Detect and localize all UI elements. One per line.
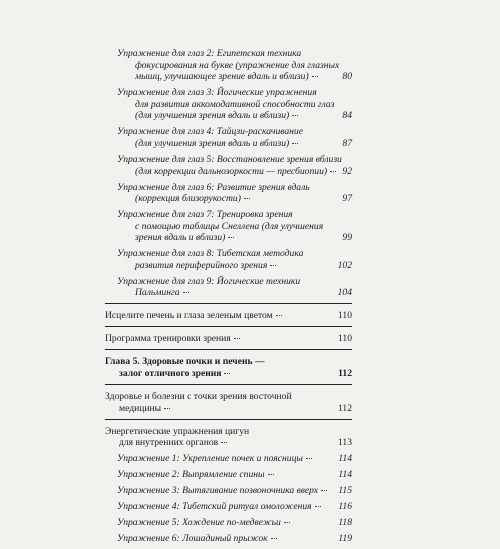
toc-page-number: 99 (342, 232, 352, 244)
dot-leader (268, 474, 274, 475)
toc-entry-line: Упражнение для глаз 9: Йогические техники (117, 275, 301, 287)
toc-page-number: 110 (337, 310, 352, 322)
dot-leader (330, 171, 336, 172)
dot-leader (292, 143, 298, 144)
divider-rule (105, 349, 352, 350)
dot-leader (224, 373, 230, 374)
toc-entry-line: (для коррекции дальнозоркости — пресбиопии) (117, 166, 328, 178)
toc-entry-line: Упражнение 6: Лошадиный прыжок (117, 533, 328, 545)
dot-leader (306, 458, 312, 459)
toc-page-number: 119 (338, 533, 352, 545)
toc-page-number: 114 (338, 469, 352, 481)
toc-entry (105, 533, 352, 545)
toc-page-number: 104 (337, 287, 352, 299)
toc-entry (105, 485, 352, 497)
divider-rule (105, 384, 352, 385)
dot-leader (321, 490, 327, 491)
dot-leader (234, 338, 240, 339)
toc-entry-line: Упражнение 4: Тибетский ритуал омоложения (117, 501, 328, 513)
toc-entry-line: Упражнение для глаз 2: Египетская техника (117, 48, 302, 59)
toc-entry-line: (для улучшения зрения вдаль и вблизи) (117, 138, 328, 150)
dot-leader (284, 522, 290, 523)
dot-leader (271, 538, 277, 539)
toc-entry-line: (коррекция близорукости) (117, 193, 328, 205)
toc-entry (105, 154, 352, 177)
toc-entry-line: Упражнение 2: Выпрямление спины (117, 469, 328, 481)
toc-entry-line: Упражнение для глаз 8: Тибетская методика (117, 248, 304, 260)
toc-page-number: 110 (337, 333, 352, 345)
toc-entry-line: для внутренних органов (105, 437, 328, 449)
toc-page-number: 112 (337, 402, 352, 414)
dot-leader (312, 76, 318, 77)
toc-entry (105, 182, 352, 205)
toc-entry-line: развития периферийного зрения (117, 260, 328, 272)
toc-entry-line: Упражнение для глаз 5: Восстановление зрения вблизи (117, 153, 342, 165)
toc-entry-line: для развития аккомодативной способности глаз (135, 98, 335, 110)
toc-entry (105, 310, 352, 322)
toc-entry-line: Здоровье и болезни с точки зрения восточной (105, 390, 292, 402)
divider-rule (105, 419, 352, 420)
toc-entry-line: Глава 5. Здоровые почки и печень — (105, 356, 265, 368)
toc-entry (105, 248, 352, 271)
toc-entry (105, 453, 352, 465)
toc-entry-line: Упражнение для глаз 6: Развитие зрения вдаль (117, 181, 310, 193)
dot-leader (228, 237, 234, 238)
toc-entry (105, 333, 352, 345)
toc-page-number: 112 (338, 367, 352, 379)
toc-entry-line: Пальминга (117, 287, 328, 299)
toc-entry-line: Исцелите печень и глаза зеленым цветом (105, 310, 328, 322)
toc-entry-line: Упражнение 1: Укрепление почек и поясницы (117, 453, 328, 465)
divider-rule (105, 303, 352, 304)
divider-rule (105, 326, 352, 327)
dot-leader (270, 265, 276, 266)
dot-leader (292, 115, 298, 116)
toc-page-number: 84 (342, 110, 352, 122)
toc-entry (105, 501, 352, 513)
toc-page-number: 102 (337, 259, 352, 271)
toc-page-number: 116 (338, 501, 352, 513)
toc-entry-line: мышц, улучшающее зрение вдаль и вблизи) (117, 71, 328, 83)
toc-entry-line: зрения вдаль и вблизи) (117, 232, 328, 244)
toc-entry (105, 517, 352, 529)
toc-entry (105, 126, 352, 149)
toc-entry-line: Энергетические упражнения цигун (105, 425, 250, 437)
toc-page-number: 118 (338, 517, 352, 529)
dot-leader (164, 408, 170, 409)
toc-page-number: 97 (342, 193, 352, 205)
toc-entry (105, 209, 352, 244)
toc-entry (105, 469, 352, 481)
toc-page-number: 113 (337, 437, 352, 449)
toc-entry-line: медицины (105, 403, 328, 415)
toc-entry-line: Программа тренировки зрения (105, 333, 328, 345)
dot-leader (315, 506, 321, 507)
toc-entry (105, 48, 352, 83)
toc-entry-line: фокусирования на букве (упражнение для глазных (135, 59, 340, 71)
dot-leader (244, 198, 250, 199)
toc-entry (105, 87, 352, 122)
dot-leader (276, 315, 282, 316)
toc-entry (105, 391, 352, 414)
toc-entry (105, 356, 352, 379)
toc-page-number: 87 (342, 137, 352, 149)
toc-entry-line: Упражнение для глаз 4: Тайцзи-раскачивание (117, 126, 303, 138)
toc-entry (105, 276, 352, 299)
toc-entry-line: (для улучшения зрения вдаль и вблизи) (117, 110, 328, 122)
toc-page-number: 92 (342, 165, 352, 177)
table-of-contents (105, 48, 352, 549)
dot-leader (183, 292, 189, 293)
toc-page-number: 114 (338, 453, 352, 465)
toc-entry-line: с помощью таблицы Снеллена (для улучшения (135, 220, 324, 232)
toc-entry-line: Упражнение 3: Вытягивание позвоночника вверх (117, 485, 328, 497)
toc-entry-line: Упражнение 5: Хождение по-медвежьи (117, 517, 328, 529)
toc-entry-line: залог отличного зрения (105, 368, 328, 380)
toc-page-number: 115 (338, 485, 352, 497)
toc-page-number: 80 (342, 71, 352, 83)
toc-entry (105, 426, 352, 449)
toc-entry-line: Упражнение для глаз 7: Тренировка зрения (117, 209, 293, 221)
dot-leader (221, 442, 227, 443)
toc-entry-line: Упражнение для глаз 3: Йогические упражнения (117, 87, 317, 99)
